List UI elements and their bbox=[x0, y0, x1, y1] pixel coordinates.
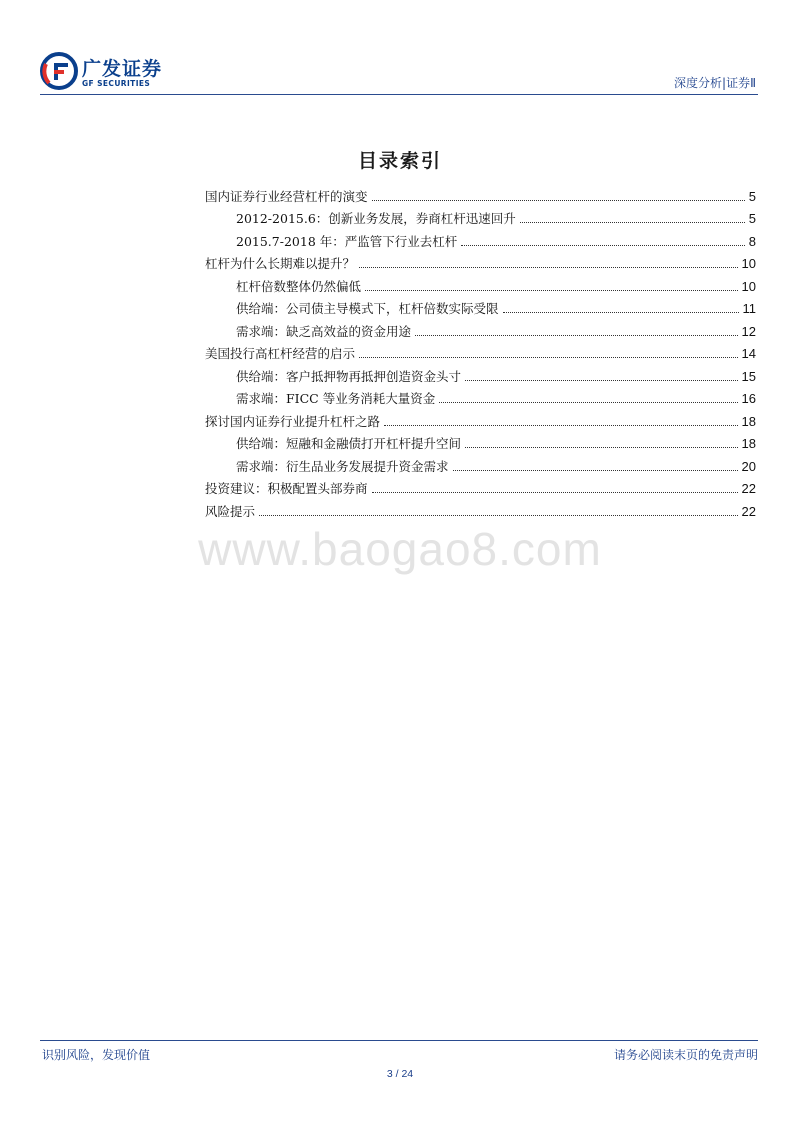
toc-entry-label[interactable]: 2015.7-2018 年：严监管下行业去杠杆 bbox=[236, 233, 458, 249]
toc-dot-leader bbox=[503, 312, 739, 313]
logo-chinese-name: 广发证券 bbox=[82, 58, 163, 80]
toc-entry-page[interactable]: 5 bbox=[748, 188, 756, 204]
toc-entry[interactable] bbox=[205, 497, 756, 520]
toc-entry-label[interactable]: 需求端：衍生品业务发展提升资金需求 bbox=[236, 458, 449, 474]
toc-entry[interactable] bbox=[205, 475, 756, 498]
page-header bbox=[40, 52, 760, 96]
toc-dot-leader bbox=[365, 290, 738, 291]
toc-entry-page[interactable]: 16 bbox=[741, 391, 756, 406]
toc-entry-label[interactable]: 探讨国内证券行业提升杠杆之路 bbox=[205, 413, 381, 429]
toc-entry-label[interactable]: 杠杆倍数整体仍然偏低 bbox=[236, 278, 362, 294]
table-of-contents bbox=[205, 182, 756, 520]
toc-dot-leader bbox=[359, 357, 738, 358]
toc-dot-leader bbox=[520, 222, 745, 223]
toc-dot-leader bbox=[372, 492, 738, 493]
toc-entry-label[interactable]: 需求端：FICC 等业务消耗大量资金 bbox=[236, 391, 436, 406]
toc-dot-leader bbox=[465, 380, 738, 381]
toc-dot-leader bbox=[439, 402, 737, 403]
toc-dot-leader bbox=[372, 200, 745, 201]
footer-divider bbox=[40, 1040, 758, 1041]
toc-entry-label[interactable]: 投资建议：积极配置头部券商 bbox=[205, 481, 368, 496]
toc-entry-label[interactable]: 供给端：公司债主导模式下，杠杆倍数实际受限 bbox=[236, 301, 499, 316]
toc-entry-label[interactable]: 2012-2015.6：创新业务发展，券商杠杆迅速回升 bbox=[236, 211, 516, 226]
toc-entry-page[interactable]: 11 bbox=[742, 301, 756, 316]
toc-entry[interactable] bbox=[205, 227, 756, 250]
toc-dot-leader bbox=[359, 267, 738, 268]
toc-entry-label[interactable]: 风险提示 bbox=[205, 503, 256, 519]
toc-dot-leader bbox=[415, 335, 738, 336]
toc-entry-page[interactable]: 12 bbox=[741, 323, 756, 339]
toc-dot-leader bbox=[384, 425, 738, 426]
footer-disclaimer-note: 请务必阅读末页的免责声明 bbox=[613, 1048, 758, 1062]
toc-entry-page[interactable]: 22 bbox=[741, 481, 756, 496]
toc-entry-label[interactable]: 供给端：客户抵押物再抵押创造资金头寸 bbox=[236, 368, 462, 384]
toc-entry-label[interactable]: 需求端：缺乏高效益的资金用途 bbox=[236, 323, 412, 339]
toc-entry[interactable] bbox=[205, 317, 756, 340]
toc-entry-page[interactable]: 8 bbox=[748, 233, 756, 249]
toc-dot-leader bbox=[259, 515, 738, 516]
page-number: 3 / 24 bbox=[386, 1068, 414, 1080]
toc-entry[interactable] bbox=[205, 295, 756, 318]
gf-logo-icon bbox=[40, 52, 78, 90]
watermark: www.baogao8.com bbox=[198, 523, 602, 575]
toc-entry[interactable] bbox=[205, 362, 756, 385]
company-logo bbox=[40, 52, 200, 92]
toc-entry[interactable] bbox=[205, 340, 756, 363]
toc-entry-page[interactable]: 20 bbox=[741, 458, 756, 474]
toc-entry[interactable] bbox=[205, 452, 756, 475]
toc-entry[interactable] bbox=[205, 272, 756, 295]
toc-entry-label[interactable]: 国内证券行业经营杠杆的演变 bbox=[205, 188, 368, 204]
toc-entry-page[interactable]: 15 bbox=[741, 368, 756, 384]
toc-entry[interactable] bbox=[205, 430, 756, 453]
logo-english-name: GF SECURITIES bbox=[82, 79, 151, 88]
toc-entry[interactable] bbox=[205, 205, 756, 228]
toc-entry-page[interactable]: 10 bbox=[741, 278, 756, 294]
report-category: 深度分析|证券Ⅱ bbox=[674, 76, 756, 90]
header-divider bbox=[40, 94, 758, 95]
toc-entry-label[interactable]: 杠杆为什么长期难以提升？ bbox=[205, 256, 356, 271]
toc-entry-page[interactable]: 14 bbox=[741, 346, 756, 361]
toc-entry-label[interactable]: 供给端：短融和金融债打开杠杆提升空间 bbox=[236, 436, 462, 451]
toc-entry-page[interactable]: 10 bbox=[741, 256, 756, 271]
toc-entry[interactable] bbox=[205, 407, 756, 430]
toc-entry[interactable] bbox=[205, 182, 756, 205]
toc-entry-page[interactable]: 18 bbox=[741, 413, 756, 429]
toc-dot-leader bbox=[465, 447, 738, 448]
toc-entry-page[interactable]: 22 bbox=[741, 503, 756, 519]
toc-entry-label[interactable]: 美国投行高杠杆经营的启示 bbox=[205, 346, 356, 361]
toc-entry[interactable] bbox=[205, 385, 756, 408]
toc-entry-page[interactable]: 18 bbox=[741, 436, 756, 451]
toc-entry-page[interactable]: 5 bbox=[748, 211, 756, 226]
toc-dot-leader bbox=[461, 245, 745, 246]
toc-title: 目录索引 bbox=[357, 150, 442, 172]
footer-slogan: 识别风险，发现价值 bbox=[42, 1048, 151, 1062]
toc-dot-leader bbox=[453, 470, 738, 471]
toc-entry[interactable] bbox=[205, 250, 756, 273]
